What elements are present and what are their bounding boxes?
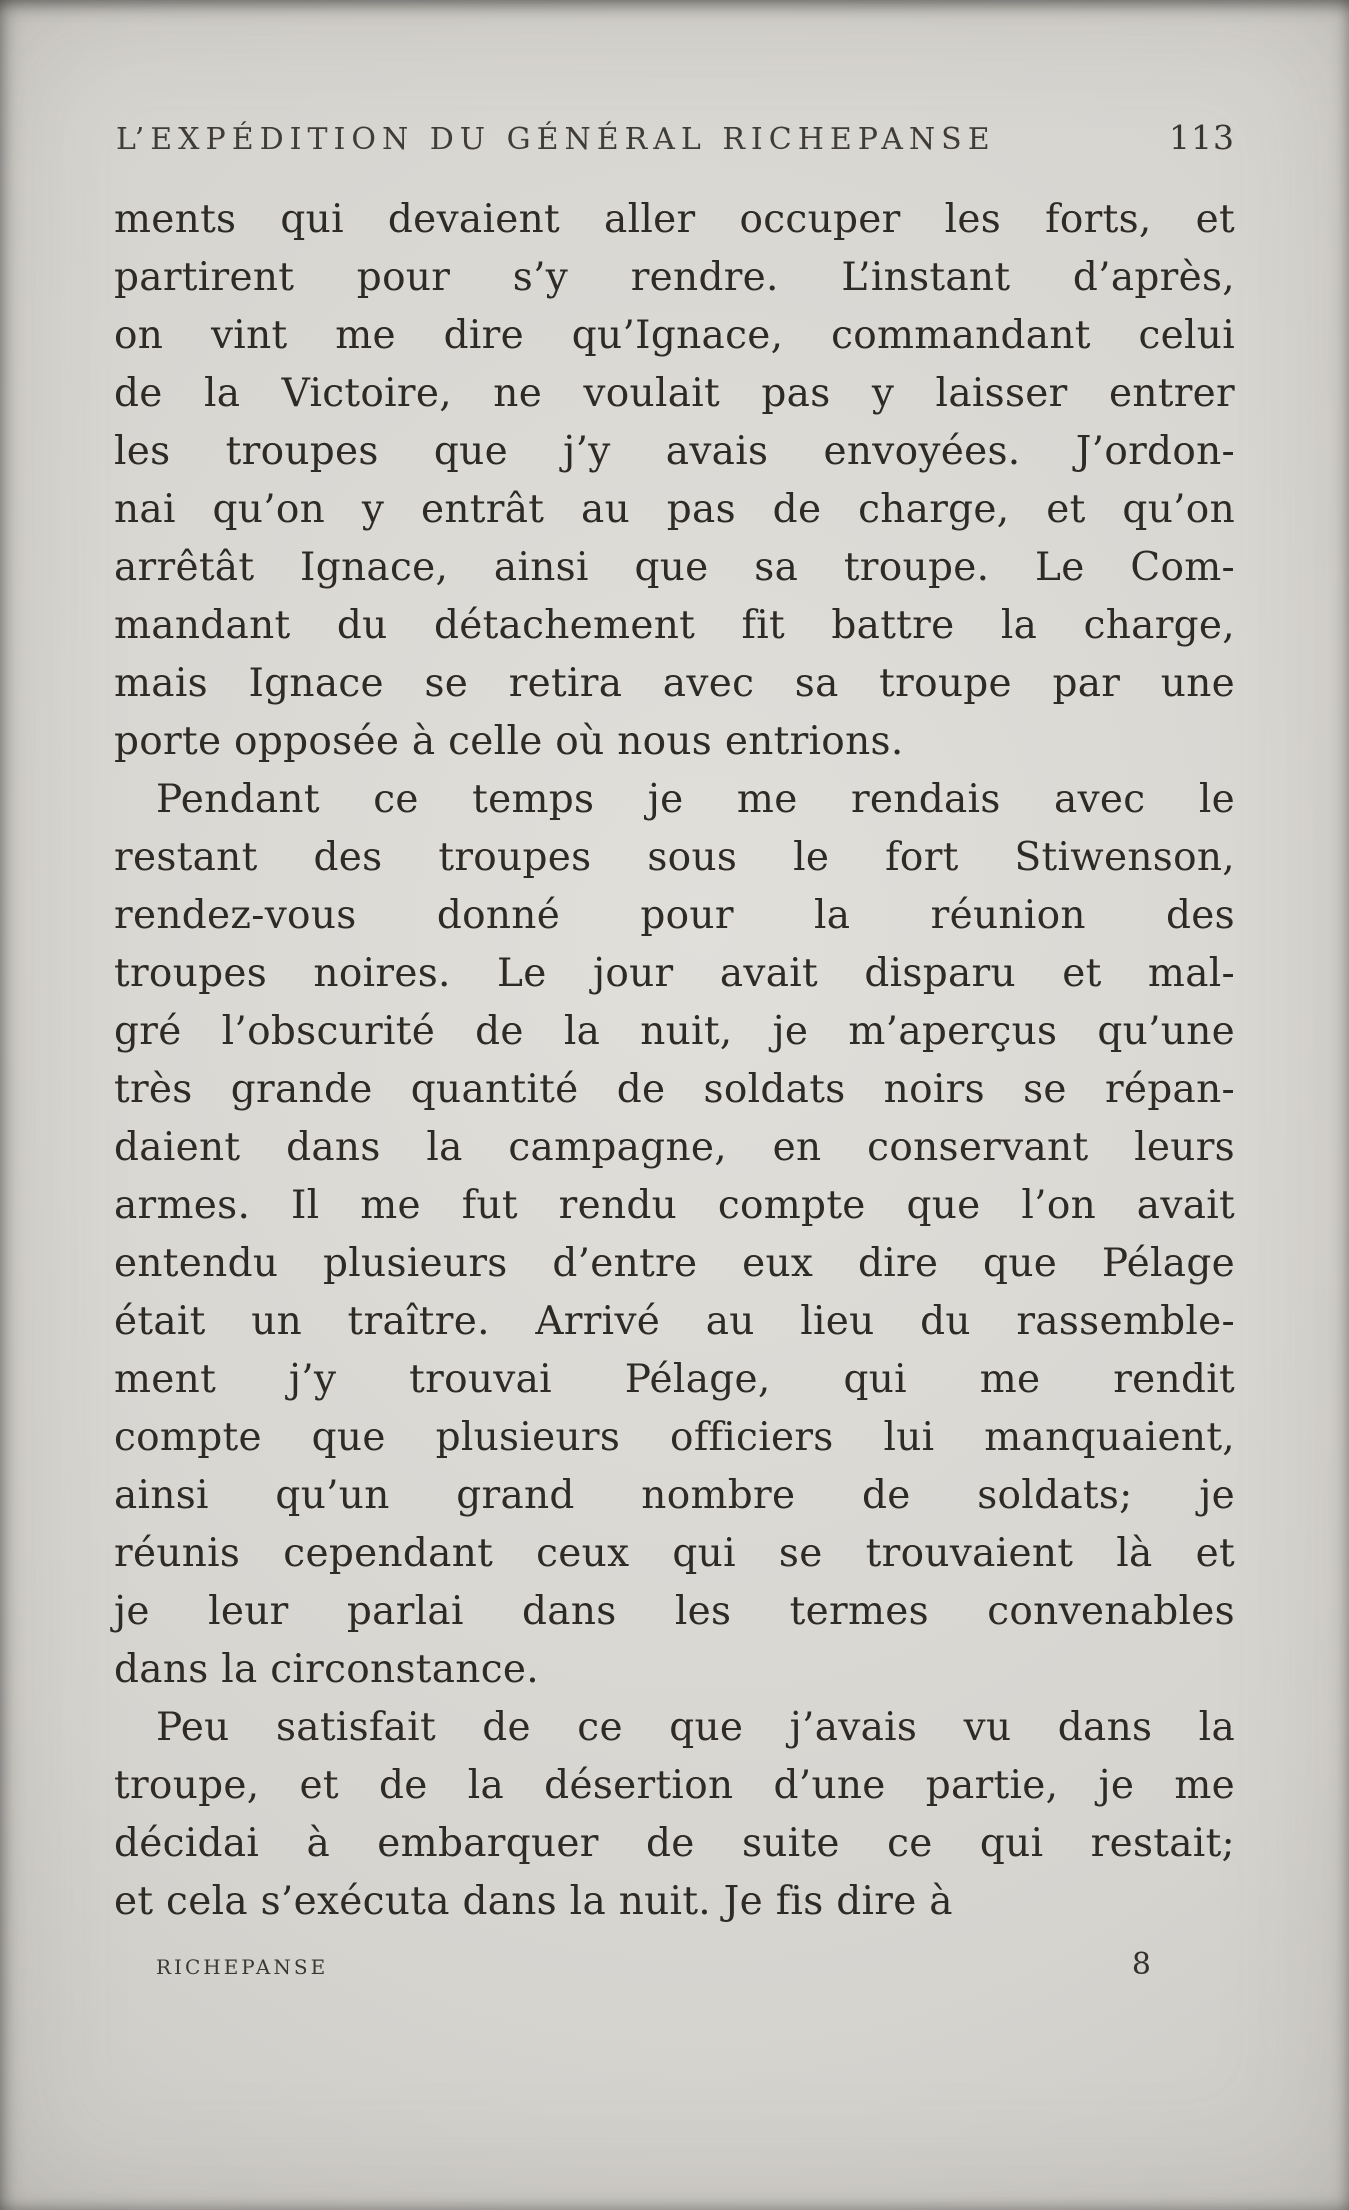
text-line: entendu plusieurs d’entre eux dire que Pélage <box>114 1241 1235 1286</box>
text-line: Pendant ce temps je me rendais avec le <box>156 777 1235 822</box>
text-line: arrêtât Ignace, ainsi que sa troupe. Le Com- <box>114 545 1235 590</box>
paragraph <box>114 771 1235 1699</box>
text-line: dans la circonstance. <box>114 1647 539 1692</box>
text-line: ment j’y trouvai Pélage, qui me rendit <box>114 1357 1235 1402</box>
text-line: et cela s’exécuta dans la nuit. Je fis dire à <box>114 1879 953 1924</box>
text-line: nai qu’on y entrât au pas de charge, et qu’on <box>114 487 1235 532</box>
text-line: était un traître. Arrivé au lieu du rassemble- <box>114 1299 1235 1344</box>
text-line: on vint me dire qu’Ignace, commandant celui <box>114 313 1235 358</box>
text-line: rendez-vous donné pour la réunion des <box>114 893 1235 938</box>
running-head <box>116 118 1235 157</box>
text-line: daient dans la campagne, en conservant leurs <box>114 1125 1235 1170</box>
text-line: partirent pour s’y rendre. L’instant d’après, <box>114 255 1235 300</box>
paragraph <box>114 191 1235 771</box>
page-number: 113 <box>1169 118 1235 157</box>
text-line: armes. Il me fut rendu compte que l’on avait <box>114 1183 1235 1228</box>
text-line: mais Ignace se retira avec sa troupe par une <box>114 661 1235 706</box>
text-line: décidai à embarquer de suite ce qui restait; <box>114 1821 1235 1866</box>
text-line: mandant du détachement fit battre la charge, <box>114 603 1235 648</box>
text-line: ainsi qu’un grand nombre de soldats; je <box>114 1473 1235 1518</box>
text-line: troupes noires. Le jour avait disparu et mal- <box>114 951 1235 996</box>
text-line: gré l’obscurité de la nuit, je m’aperçus qu’une <box>114 1009 1235 1054</box>
text-line: Peu satisfait de ce que j’avais vu dans la <box>156 1705 1235 1750</box>
running-head-title: L’EXPÉDITION DU GÉNÉRAL RICHEPANSE <box>116 122 996 157</box>
text-line: les troupes que j’y avais envoyées. J’ordon- <box>114 429 1235 474</box>
text-line: très grande quantité de soldats noirs se répan- <box>114 1067 1235 1112</box>
text-line: compte que plusieurs officiers lui manquaient, <box>114 1415 1235 1460</box>
text-line: troupe, et de la désertion d’une partie, je me <box>114 1763 1235 1808</box>
text-line: je leur parlai dans les termes convenables <box>114 1589 1235 1634</box>
text-line: porte opposée à celle où nous entrions. <box>114 719 904 764</box>
page-footer <box>114 1947 1235 1982</box>
text-line: réunis cependant ceux qui se trouvaient là et <box>114 1531 1235 1576</box>
text-line: ments qui devaient aller occuper les forts, et <box>114 197 1235 242</box>
text-line: de la Victoire, ne voulait pas y laisser entrer <box>114 371 1235 416</box>
paragraph <box>114 1699 1235 1931</box>
footer-signature-mark: 8 <box>1131 1947 1151 1982</box>
footer-running-title: RICHEPANSE <box>156 1955 329 1979</box>
body-text <box>114 191 1235 1931</box>
text-line: restant des troupes sous le fort Stiwenson, <box>114 835 1235 880</box>
